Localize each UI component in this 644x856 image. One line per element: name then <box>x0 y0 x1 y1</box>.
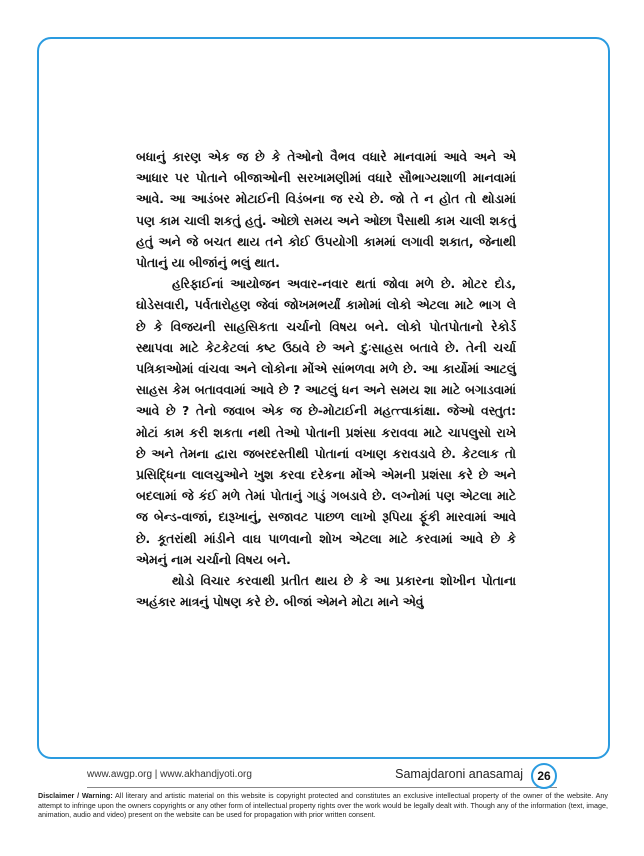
page-footer <box>87 767 557 788</box>
disclaimer <box>38 791 608 820</box>
disclaimer-label: Disclaimer / Warning: <box>38 791 113 800</box>
disclaimer-text: All literary and artistic material on this website is copyright protected and constitutes an exclusive intellectual property of the owner of the website. Any attempt to infringe upon the owners copyrights or any other form of intellectual property rights over the work would be legally dealt with. Though any of the information (text, image, animation, audio and video) present on the website can be used for propagation with prior written consent. <box>38 791 608 819</box>
paragraph-2: હરિફાઈનાં આયોજન અવાર-નવાર થતાં જોવા મળે છે. મોટર દોડ, ઘોડેસવારી, પર્વતારોહણ જેવાં જોખમભર્યાં કામોમાં લોકો એટલા માટે ભાગ લે છે કે વિજયની સાહસિકતા ચર્ચાનો વિષય બને. લોકો પોતપોતાનો રેકોર્ડ સ્થાપવા માટે કેટકેટલાં કષ્ટ ઉઠાવે છે અને દુઃસાહસ બતાવે છે. તેની ચર્ચા પત્રિકાઓમાં વાંચવા અને લોકોના મોંએ સાંભળવા મળે છે. આ કાર્યોમાં આટલું સાહસ કેમ બતાવવામાં આવે છે ? આટલું ધન અને સમય શા માટે બગાડવામાં આવે છે ? તેનો જવાબ એક જ છે-મોટાઈની મહત્ત્વાકાંક્ષા. જેઓ વસ્તુત: મોટાં કામ કરી શકતા નથી તેઓ પોતાની પ્રશંસા કરાવવા માટે ચાપલુસો રાખે છે અને તેમના દ્વારા જબરદસ્તીથી પોતાનાં વખાણ કરાવડાવે છે. કેટલાક તો પ્રસિદ્ધિના લાલચુઓને ખુશ કરવા દરેકના મોંએ એમની પ્રશંસા કરે છે અને બદલામાં જે કંઈ મળે તેમાં પોતાનું ગાડું ગબડાવે છે. લગ્નોમાં પણ એટલા માટે જ બેન્ડ-વાજાં, દારૂખાનું, સજાવટ પાછળ લાખો રૂપિયા ફૂંકી મારવામાં આવે છે. કૂતરાંથી માંડીને વાઘ પાળવાનો શોખ એટલા માટે કરવામાં આવે છે કે એમનું નામ ચર્ચાનો વિષય બને. <box>136 277 516 567</box>
article-body <box>136 147 516 613</box>
footer-links[interactable]: www.awgp.org | www.akhandjyoti.org <box>87 769 252 780</box>
paragraph-1: બધાનું કારણ એક જ છે કે તેઓનો વૈભવ વધારે માનવામાં આવે અને એ આધાર પર પોતાને બીજાઓની સરખામણીમાં વધારે સૌભાગ્યશાળી માનવામાં આવે. આ આડંબર મોટાઈની વિડંબના જ રચે છે. જો તે ન હોત તો થોડામાં પણ કામ ચાલી શકતું હતું. ઓછો સમય અને ઓછા પૈસાથી કામ ચાલી શકતું હતું અને જે બચત થાય તને કોઈ ઉપયોગી કામમાં લગાવી શકાત, જેનાથી પોતાનું યા બીજાંનું ભલું થાત. <box>136 150 516 271</box>
page-number-badge: 26 <box>531 763 557 789</box>
footer-book-title: Samajdaroni anasamaj <box>395 767 523 781</box>
paragraph-3: થોડો વિચાર કરવાથી પ્રતીત થાય છે કે આ પ્રકારના શોખીન પોતાના અહંકાર માત્રનું પોષણ કરે છે. બીજાં એમને મોટા માને એવું <box>136 574 516 610</box>
